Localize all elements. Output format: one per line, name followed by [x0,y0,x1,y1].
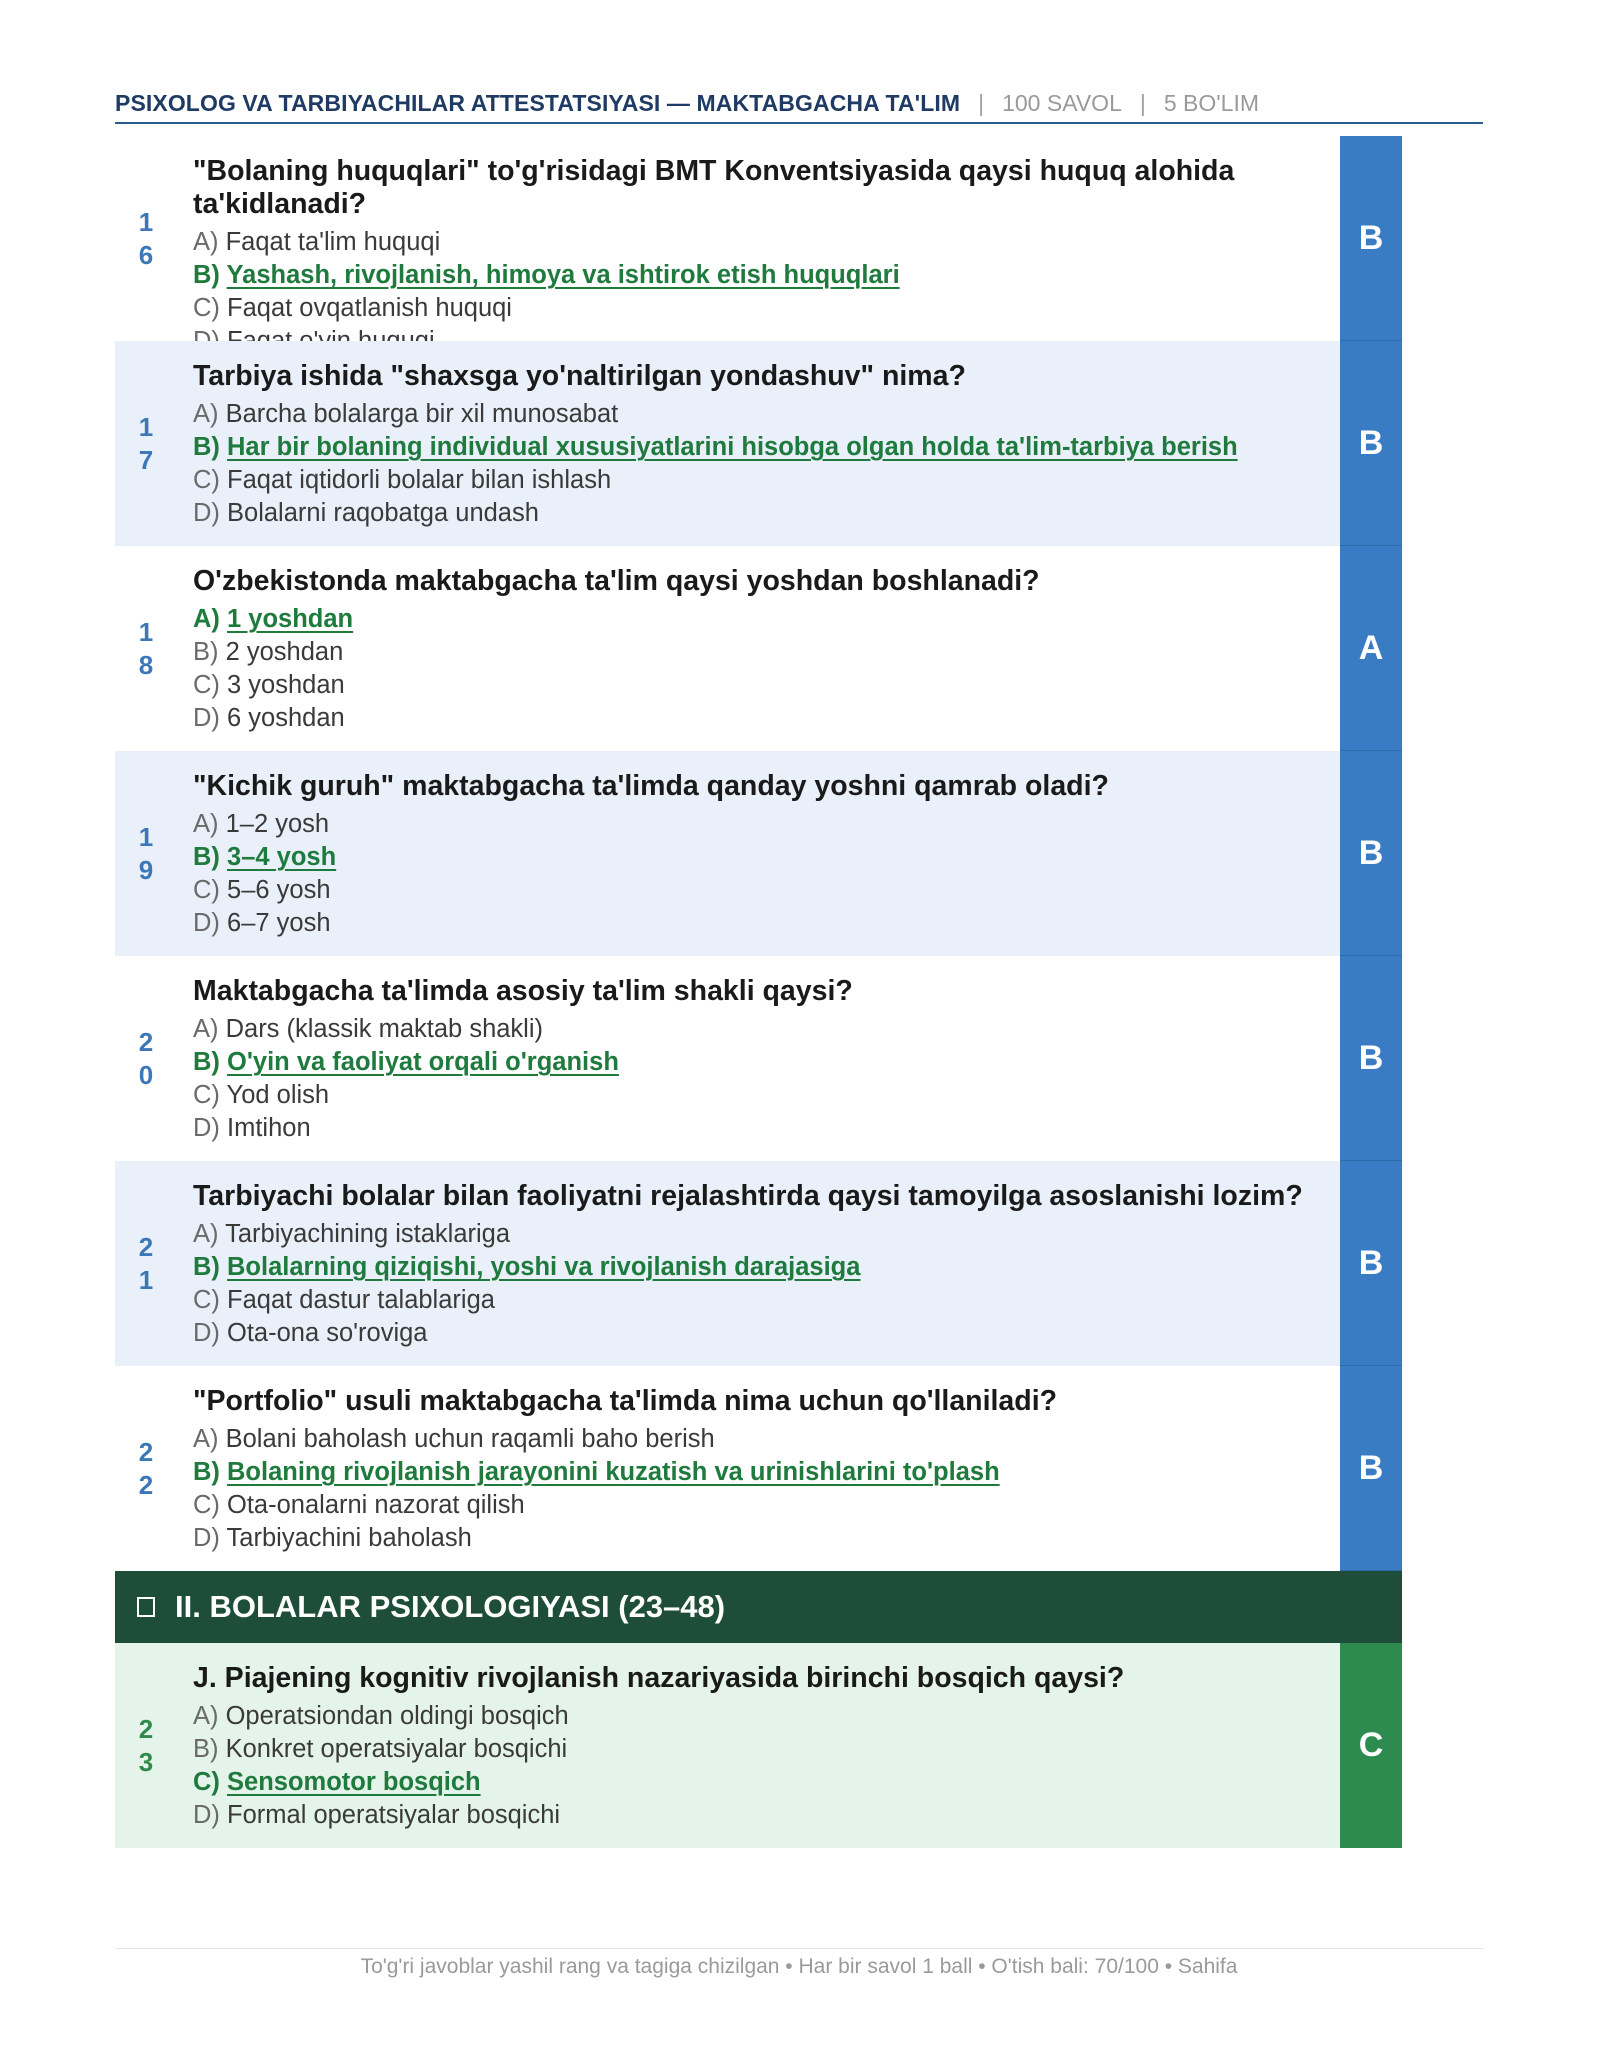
question-text: Tarbiya ishida "shaxsga yo'naltirilgan yondashuv" nima? [193,360,966,392]
question-text: "Bolaning huquqlari" to'g'risidagi BMT Konventsiyasida qaysi huquq alohida ta'kidlanadi? [193,155,1235,220]
option-a: A) Dars (klassik maktab shakli) [193,1015,543,1043]
option-b: B) Konkret operatsiyalar bosqichi [193,1735,568,1763]
option-d: D) Ota-ona so'roviga [193,1319,428,1347]
question-item [115,1366,1402,1571]
option-c: C) Ota-onalarni nazorat qilish [193,1491,525,1519]
question-text: Tarbiyachi bolalar bilan faoliyatni rejalashtirda qaysi tamoyilga asoslanishi lozim? [193,1180,1303,1212]
answer-badge: A [1340,546,1402,751]
page-footer: To'g'ri javoblar yashil rang va tagiga chizilgan • Har bir savol 1 ball • O'tish bali: 70/100 • Sahifa [360,1955,1238,1978]
question-item [115,956,1402,1161]
header-question-count: 100 SAVOL [1002,90,1122,116]
option-c: C) Faqat dastur talablariga [193,1286,495,1314]
answer-badge: B [1340,341,1402,546]
answer-badge: B [1340,751,1402,956]
section-header [115,1571,1402,1643]
option-c: C) Faqat ovqatlanish huquqi [193,294,512,322]
option-a: A) Faqat ta'lim huquqi [193,228,441,256]
option-b-correct: B) O'yin va faoliyat orqali o'rganish [193,1048,619,1076]
question-item [115,1643,1402,1848]
header-separator: | [1139,90,1146,116]
question-number: 2 1 [138,1231,154,1295]
question-item [115,136,1402,341]
question-list [115,136,1402,1848]
option-c: C) Yod olish [193,1081,330,1109]
question-item [115,546,1402,751]
option-d: D) Bolalarni raqobatga undash [193,499,539,527]
option-c-correct: C) Sensomotor bosqich [193,1768,481,1796]
question-text: Maktabgacha ta'limda asosiy ta'lim shakli qaysi? [193,975,853,1007]
header-title: PSIXOLOG VA TARBIYACHILAR ATTESTATSIYASI — MAKTABGACHA TA'LIM [115,90,961,116]
option-d: D) Tarbiyachini baholash [193,1524,472,1552]
option-d: D) 6–7 yosh [193,909,331,937]
option-a: A) 1–2 yosh [193,810,330,838]
option-b-correct: B) Har bir bolaning individual xususiyatlarini hisobga olgan holda ta'lim-tarbiya berish [193,433,1238,461]
question-text: "Portfolio" usuli maktabgacha ta'limda nima uchun qo'llaniladi? [193,1385,1058,1417]
answer-badge: B [1340,1366,1402,1571]
question-item [115,341,1402,546]
question-number: 1 7 [138,411,154,475]
question-number: 2 2 [138,1436,154,1500]
question-number: 1 8 [138,616,154,680]
option-a: A) Bolani baholash uchun raqamli baho berish [193,1425,715,1453]
question-number: 1 6 [138,206,154,270]
page-header [115,90,1483,124]
question-text: O'zbekistonda maktabgacha ta'lim qaysi yoshdan boshlanadi? [193,565,1040,597]
footer-divider [115,1948,1483,1949]
checkbox-square-icon [137,1597,155,1617]
header-separator: | [978,90,985,116]
question-number: 2 3 [138,1713,154,1777]
option-b-correct: B) Yashash, rivojlanish, himoya va ishtirok etish huquqlari [193,261,900,289]
option-a: A) Operatsiondan oldingi bosqich [193,1702,569,1730]
option-c: C) Faqat iqtidorli bolalar bilan ishlash [193,466,612,494]
question-item [115,1161,1402,1366]
answer-badge: B [1340,136,1402,341]
option-b: B) 2 yoshdan [193,638,344,666]
option-c: C) 3 yoshdan [193,671,345,699]
question-number: 1 9 [138,821,154,885]
section-title: II. BOLALAR PSIXOLOGIYASI (23–48) [175,1589,726,1624]
option-d: D) Formal operatsiyalar bosqichi [193,1801,561,1829]
option-b-correct: B) 3–4 yosh [193,843,337,871]
option-a-correct: A) 1 yoshdan [193,605,354,633]
option-d: D) Imtihon [193,1114,311,1142]
option-a: A) Barcha bolalarga bir xil munosabat [193,400,619,428]
question-number: 2 0 [138,1026,154,1090]
question-item [115,751,1402,956]
question-text: J. Piajening kognitiv rivojlanish nazariyasida birinchi bosqich qaysi? [193,1662,1125,1694]
answer-badge: C [1340,1643,1402,1848]
answer-badge: B [1340,956,1402,1161]
header-section-count: 5 BO'LIM [1163,90,1259,116]
answer-badge: B [1340,1161,1402,1366]
option-d: D) 6 yoshdan [193,704,345,732]
question-text: "Kichik guruh" maktabgacha ta'limda qanday yoshni qamrab oladi? [193,770,1109,802]
option-c: C) 5–6 yosh [193,876,331,904]
option-b-correct: B) Bolaning rivojlanish jarayonini kuzatish va urinishlarini to'plash [193,1458,1000,1486]
option-a: A) Tarbiyachining istaklariga [193,1220,511,1248]
option-b-correct: B) Bolalarning qiziqishi, yoshi va rivojlanish darajasiga [193,1253,861,1281]
